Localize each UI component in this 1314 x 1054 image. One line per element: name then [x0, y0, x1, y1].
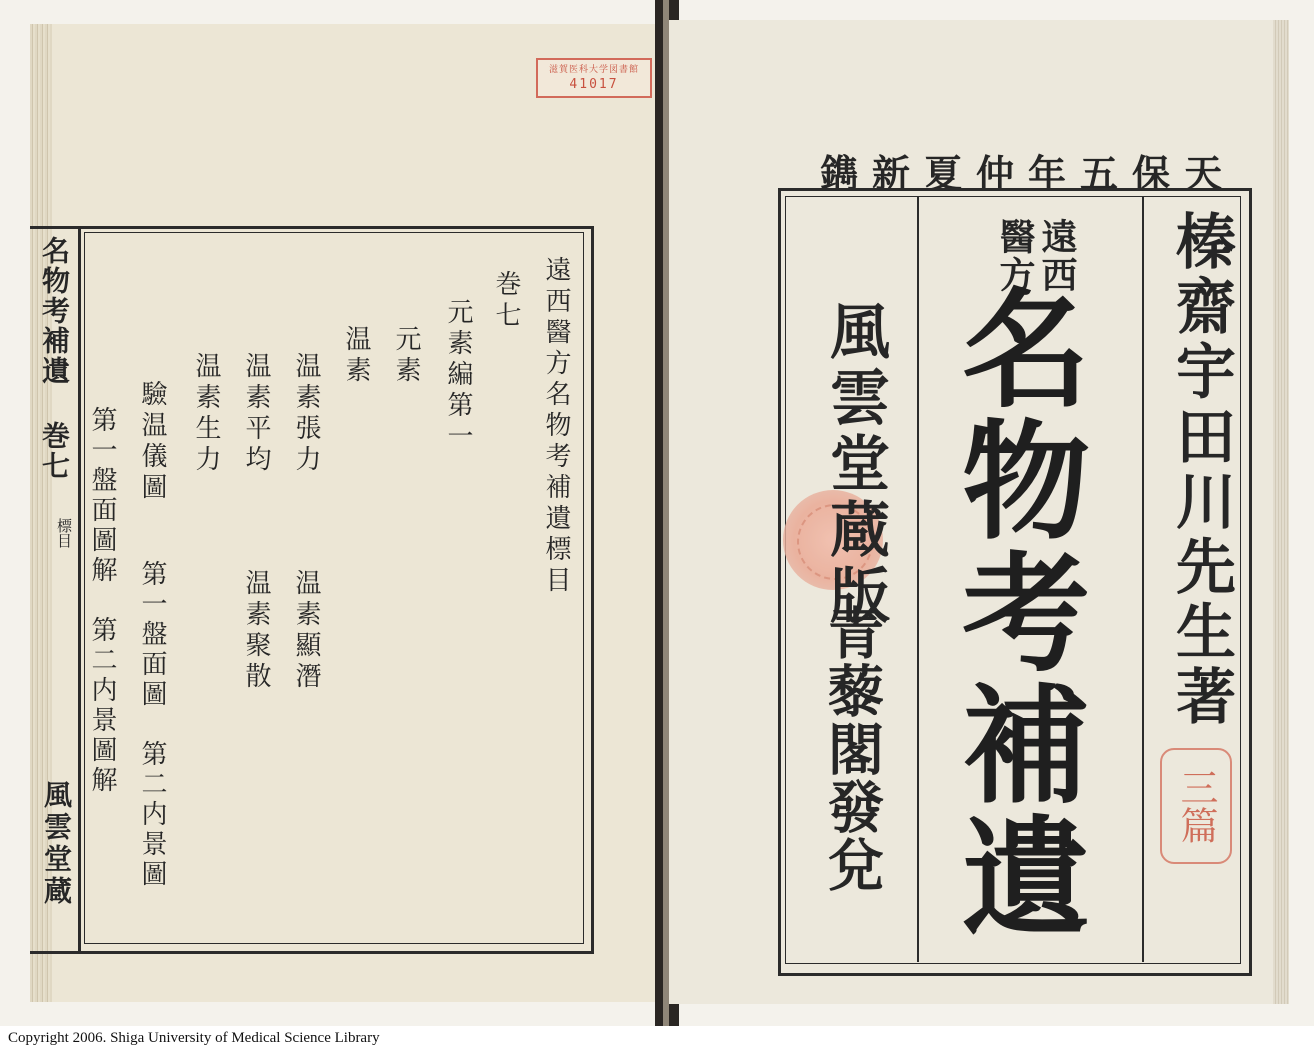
toc-column-7: 温素平均 温素聚散 [241, 352, 271, 693]
toc-column-10: 第一盤面圖 第二内景圖 [137, 560, 167, 890]
toc-column-2: 巻七 [491, 270, 521, 332]
publisher-line-2: 青藜閣發兌 [819, 604, 885, 894]
toc-column-8: 温素生力 [191, 352, 221, 476]
toc-column-11: 第一盤面圖解 第二内景圖解 [87, 406, 117, 796]
right-page-edge [1273, 20, 1289, 1004]
toc-column-6: 温素張力 温素顯潛 [291, 352, 321, 693]
main-title: 名物考補遺 [940, 282, 1090, 942]
library-stamp-number: 41017 [569, 77, 619, 92]
hashira-subtitle: 標目 [55, 518, 73, 548]
frame-divider-right [1142, 196, 1144, 962]
library-stamp-line1: 滋賀医科大学図書館 [548, 65, 639, 75]
frame-divider-left [917, 196, 919, 962]
hashira-bottom: 風雲堂蔵 [40, 780, 73, 908]
author-line: 榛齋宇田川先生著 [1166, 210, 1236, 730]
publisher-line-1: 風雲堂蔵版 [820, 300, 890, 630]
date-line: 天保五年仲夏新鐫 [820, 151, 1237, 196]
title-prefix-top: 遠西 [1036, 218, 1078, 294]
copyright-notice: Copyright 2006. Shiga University of Medical Science Library [8, 1030, 380, 1046]
toc-column-3: 元素編第一 [443, 298, 473, 453]
volume-seal: 三篇 [1160, 748, 1232, 864]
title-prefix-bottom: 醫方 [994, 218, 1036, 294]
library-stamp [536, 58, 652, 98]
toc-column-5: 温素 [341, 325, 371, 387]
toc-column-9: 驗温儀圖 [137, 380, 167, 504]
toc-column-4: 元素 [391, 325, 421, 387]
toc-column-1: 遠西醫方名物考補遺標目 [541, 256, 571, 597]
hashira-title: 名物考補遺 巻七 [38, 236, 71, 481]
